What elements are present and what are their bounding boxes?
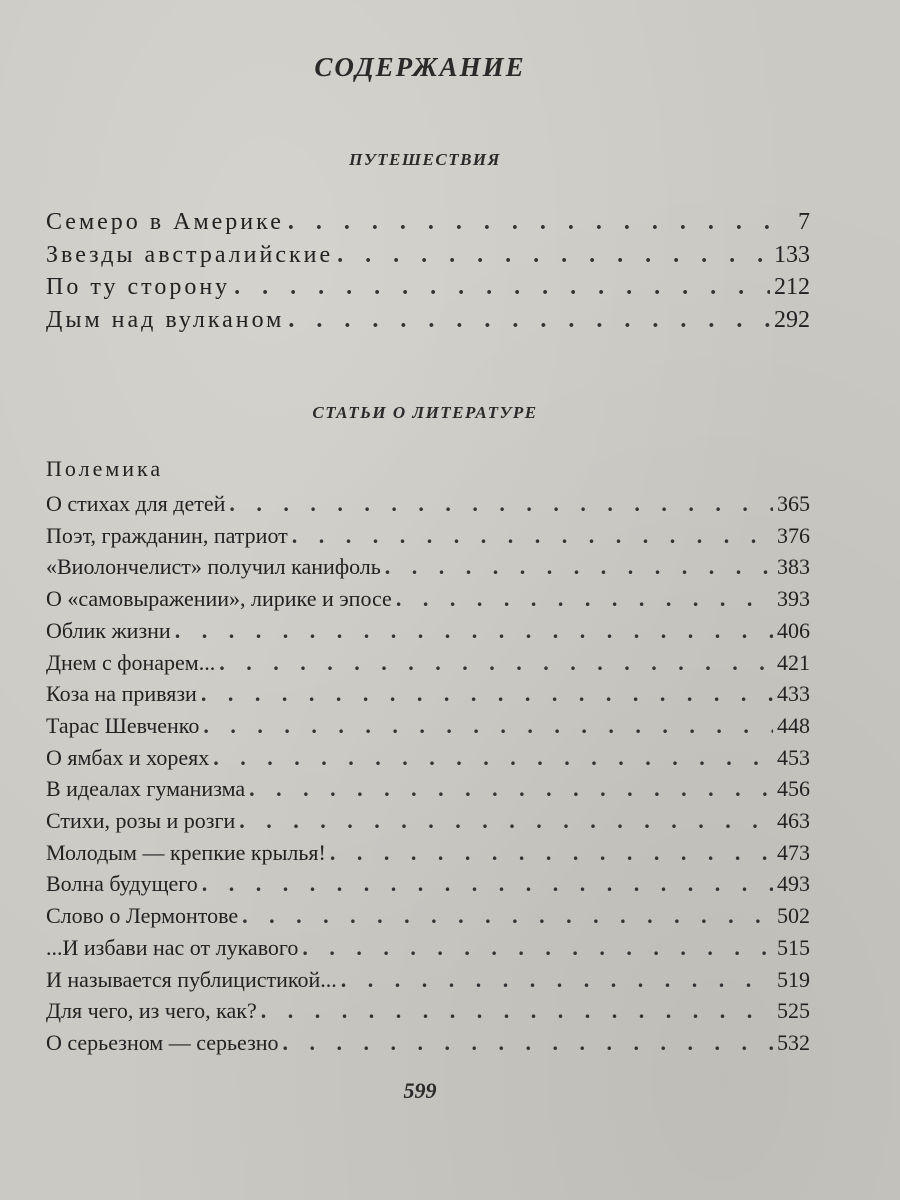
toc-entry-page: 519 <box>777 966 810 992</box>
toc-entry-title: Коза на привязи <box>46 681 197 707</box>
section-title-literature: СТАТЬИ О ЛИТЕРАТУРЕ <box>312 403 538 422</box>
toc-entry-title: О «самовыражении», лирике и эпосе <box>46 586 392 612</box>
toc-entry-page: 456 <box>777 776 810 802</box>
dot-leader <box>288 206 776 239</box>
dot-leader <box>175 615 773 647</box>
toc-entry-title: О стихах для детей <box>46 491 226 516</box>
dot-leader <box>249 773 773 805</box>
toc-entry-title: Звезды австралийские <box>46 241 334 268</box>
toc-entry-title: О серьезном — серьезно <box>46 1029 279 1055</box>
dot-leader <box>242 900 773 932</box>
toc-entry-title: Поэт, гражданин, патриот <box>46 522 288 548</box>
dot-leader <box>330 837 773 869</box>
toc-entry-page: 133 <box>774 241 810 268</box>
toc-entry-title: «Виолончелист» получил канифоль <box>46 554 381 580</box>
dot-leader <box>239 805 773 837</box>
toc-entry <box>46 932 810 964</box>
toc-entry-page: 448 <box>777 712 810 738</box>
toc-entry-title: ...И избави нас от лукавого <box>46 934 299 960</box>
toc-entry-title: Молодым — крепкие крылья! <box>46 839 326 865</box>
toc-entry-title: В идеалах гуманизма <box>46 776 246 802</box>
dot-leader <box>341 964 773 996</box>
toc-entry-page: 292 <box>774 306 810 333</box>
toc-entry-title: Дым над вулканом <box>46 306 285 333</box>
toc-entry <box>46 678 810 710</box>
toc-entry <box>46 304 810 337</box>
toc-entry <box>46 488 810 520</box>
toc-entry <box>46 900 810 932</box>
dot-leader <box>234 271 770 304</box>
dot-leader <box>283 1027 773 1059</box>
toc-entry-page: 393 <box>777 586 810 612</box>
toc-entry-page: 365 <box>777 491 810 516</box>
toc-entry-title: И называется публицистикой... <box>46 966 337 992</box>
toc-entry <box>46 206 810 239</box>
toc-entry <box>46 805 810 837</box>
dot-leader <box>203 710 773 742</box>
toc-entry-page: 7 <box>798 209 810 235</box>
toc-entry-title: Семеро в Америке <box>46 209 284 235</box>
toc-entry-page: 383 <box>777 554 810 580</box>
toc-entry <box>46 837 810 869</box>
toc-list-travel <box>46 206 810 336</box>
dot-leader <box>292 520 773 552</box>
toc-entry <box>46 520 810 552</box>
toc-entry <box>46 995 810 1027</box>
toc-entry <box>46 1027 810 1059</box>
toc-entry <box>46 742 810 774</box>
toc-entry <box>46 647 810 679</box>
toc-entry <box>46 615 810 647</box>
dot-leader <box>229 488 773 520</box>
toc-entry-page: 532 <box>777 1029 810 1055</box>
toc-entry-page: 493 <box>777 871 810 897</box>
toc-entry-page: 473 <box>777 839 810 865</box>
toc-entry-page: 421 <box>777 649 810 675</box>
toc-entry <box>46 271 810 304</box>
toc-entry-title: Облик жизни <box>46 617 171 643</box>
toc-entry <box>46 239 810 272</box>
toc-entry-title: По ту сторону <box>46 274 231 300</box>
dot-leader <box>213 742 773 774</box>
toc-entry-title: Днем с фонарем... <box>46 649 216 675</box>
toc-entry <box>46 583 810 615</box>
toc-entry <box>46 868 810 900</box>
toc-entry-page: 433 <box>777 681 810 707</box>
dot-leader <box>288 304 770 337</box>
toc-entry-title: Волна будущего <box>46 871 198 897</box>
toc-entry-title: О ямбах и хореях <box>46 744 210 770</box>
toc-entry-title: Для чего, из чего, как? <box>46 998 257 1024</box>
dot-leader <box>202 868 773 900</box>
toc-entry-title: Тарас Шевченко <box>46 712 200 738</box>
toc-entry-page: 212 <box>774 274 810 300</box>
toc-list-literature <box>46 488 810 1059</box>
toc-entry-page: 453 <box>777 744 810 770</box>
toc-entry-title: Стихи, розы и розги <box>46 808 236 834</box>
toc-entry <box>46 773 810 805</box>
dot-leader <box>385 551 773 583</box>
subheading-polemics: Полемика <box>46 456 164 481</box>
dot-leader <box>302 932 773 964</box>
toc-entry <box>46 964 810 996</box>
page-title: СОДЕРЖАНИЕ <box>314 52 526 82</box>
toc-entry-page: 376 <box>777 522 810 548</box>
toc-entry-page: 515 <box>777 934 810 960</box>
dot-leader <box>396 583 773 615</box>
page-number: 599 <box>403 1078 437 1103</box>
toc-entry <box>46 551 810 583</box>
toc-entry <box>46 710 810 742</box>
dot-leader <box>337 239 770 272</box>
section-title-travel: ПУТЕШЕСТВИЯ <box>349 150 501 169</box>
toc-entry-page: 502 <box>777 903 810 929</box>
dot-leader <box>219 647 773 679</box>
toc-entry-page: 525 <box>777 998 810 1024</box>
toc-entry-page: 406 <box>777 617 810 643</box>
dot-leader <box>261 995 773 1027</box>
toc-entry-title: Слово о Лермонтове <box>46 903 239 929</box>
dot-leader <box>201 678 773 710</box>
toc-entry-page: 463 <box>777 808 810 834</box>
